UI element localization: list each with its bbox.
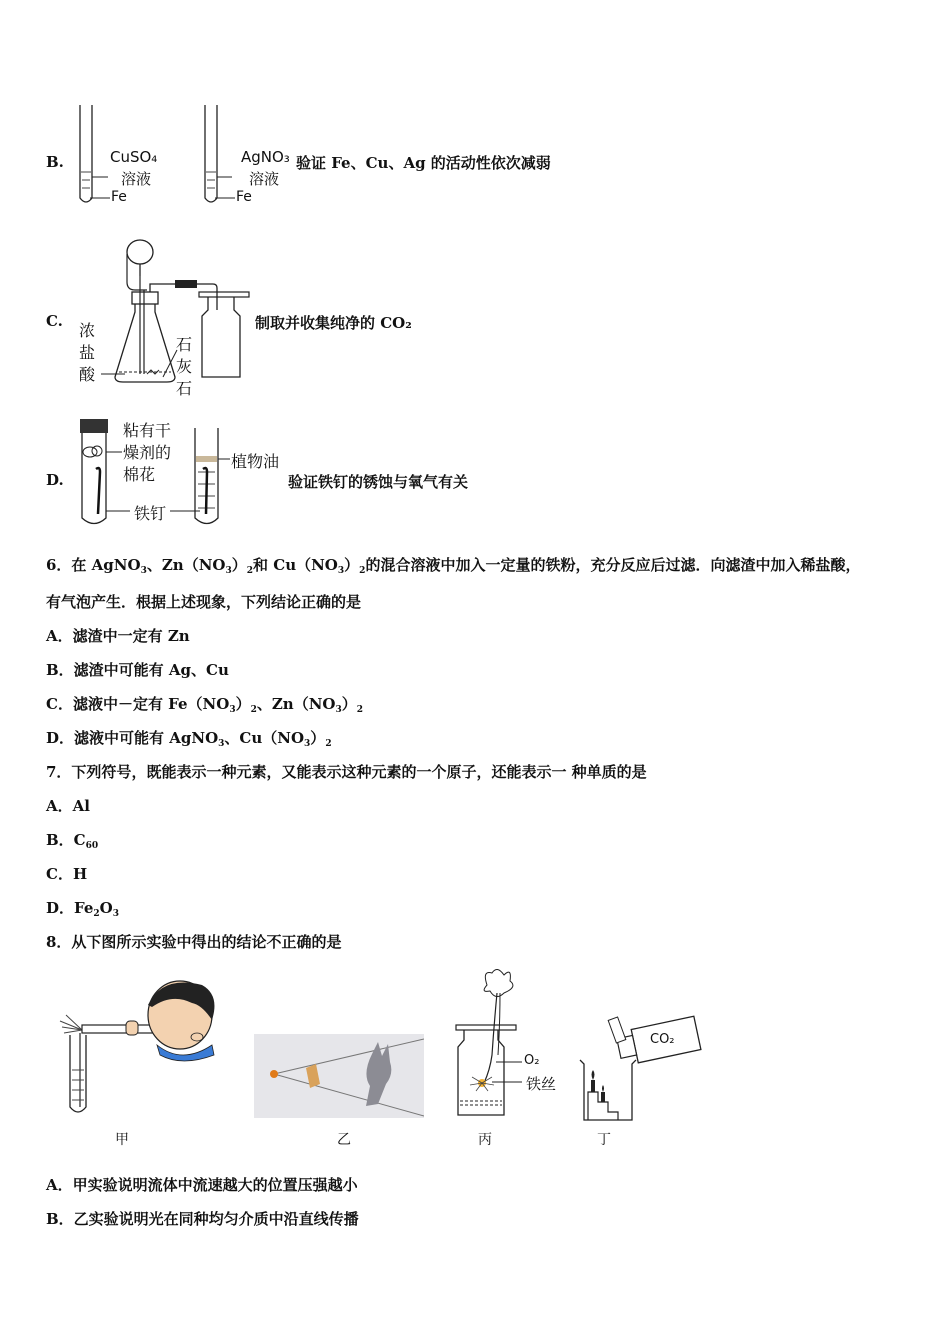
oil-label: 植物油: [231, 452, 280, 471]
q6-stem-line1: 6．在 AgNO$_3$、$Zn(NO_3)_2$和 $Cu(NO_3)_2$的混合溶液中加入一定量的铁粉，充分反应后过滤．向滤渣中加入稀盐酸，: [46, 556, 861, 576]
q8-option-b: B．乙实验说明光在同种均匀介质中沿直线传播: [46, 1210, 359, 1228]
glass-plate: [199, 292, 249, 297]
option-d-description: 验证铁钉的锈蚀与氧气有关: [288, 473, 469, 491]
q7-option-d: D．$Fe_2O_3$: [46, 899, 119, 919]
option-c-letter: C.: [46, 312, 63, 330]
tube1-solution-label: CuSO₄: [110, 148, 158, 166]
figure-ding: [574, 1010, 704, 1122]
q6-stem-line2: 有气泡产生．根据上述现象，下列结论正确的是: [46, 593, 362, 611]
figure-bing-label: 丙: [478, 1132, 492, 1148]
limestone-label: 石 灰 石: [176, 335, 193, 398]
option-c-description: 制取并收集纯净的 CO₂: [255, 314, 412, 332]
tube2-solution-sub: 溶液: [249, 170, 280, 188]
q7-option-a: A．Al: [46, 797, 90, 815]
figure-yi-label: 乙: [337, 1132, 351, 1148]
co2-label: CO₂: [650, 1032, 675, 1047]
oil-layer: [196, 456, 217, 462]
figure-jia: [52, 975, 222, 1120]
o2-label: O₂: [524, 1053, 540, 1068]
option-b-letter: B.: [46, 153, 64, 171]
match-flower: [484, 969, 513, 996]
test-tube-2: [205, 105, 217, 202]
tube1-metal-label: Fe: [111, 189, 127, 205]
funnel-bulb: [127, 240, 153, 264]
iron-nail-2: [203, 468, 207, 514]
q6-option-d: D．滤液中可能有 AgNO$_3$、$Cu(NO_3)_2$: [46, 729, 332, 749]
rubber-tube: [175, 280, 197, 288]
tube2-metal-label: Fe: [236, 189, 252, 205]
option-d-letter: D.: [46, 471, 64, 489]
light-source: [270, 1070, 278, 1078]
rubber-stopper: [80, 419, 108, 433]
option-c-figure: [95, 232, 255, 400]
figure-ding-label: 丁: [597, 1132, 611, 1148]
figure-yi: [254, 1034, 424, 1118]
iron-wire: [484, 993, 497, 1083]
cotton-label: 粘有干 燥剂的 棉花: [123, 421, 172, 484]
q7-stem: 7．下列符号，既能表示一种元素，又能表示这种元素的一个原子，还能表示一 种单质的是: [46, 763, 647, 781]
tube2-solution-label: AgNO₃: [241, 148, 290, 166]
q6-option-c: C．滤液中－定有 $Fe(NO_3)_2$、$Zn(NO_3)_2$: [46, 695, 364, 715]
q6-option-b: B．滤渣中可能有 Ag、Cu: [46, 661, 229, 679]
q8-stem: 8．从下图所示实验中得出的结论不正确的是: [46, 933, 342, 951]
stopper: [132, 292, 158, 304]
q7-option-c: C．H: [46, 865, 88, 883]
acid-label: 浓 盐 酸: [79, 321, 96, 384]
tube1-solution-sub: 溶液: [121, 170, 152, 188]
option-b-description: 验证 Fe、Cu、Ag 的活动性依次减弱: [296, 154, 551, 172]
q6-option-a: A．滤渣中一定有 Zn: [46, 627, 190, 645]
wire-label: 铁丝: [526, 1075, 557, 1093]
figure-jia-label: 甲: [115, 1132, 129, 1148]
q7-option-b: B．$C_{60}$: [46, 831, 99, 851]
gas-jar: [202, 297, 240, 377]
q8-option-a: A．甲实验说明流体中流速越大的位置压强越小: [46, 1176, 358, 1194]
oxygen-jar: [458, 1030, 504, 1115]
iron-nail-1: [96, 468, 100, 514]
nail-label: 铁钉: [134, 504, 167, 523]
test-tube-1: [80, 105, 92, 202]
figure-bing: [452, 965, 582, 1120]
